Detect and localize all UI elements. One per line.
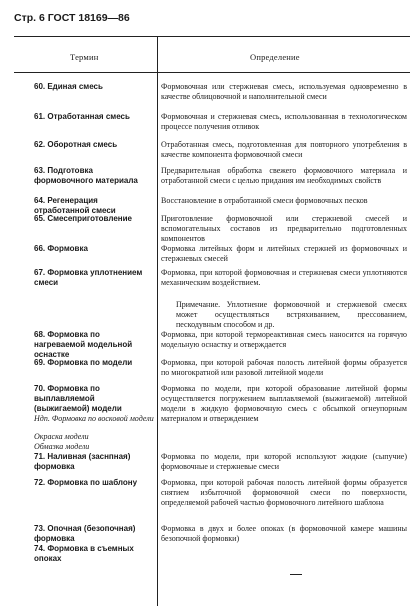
- term-69: 69. Формовка по модели: [34, 358, 133, 367]
- term-70-variant-2-text: Обмазка модели: [34, 442, 90, 451]
- definition-67-note: Примечание. Уплотнение формовочной и стержневой смесях может осуществляться встряхиванием, прессованием, пескодувным способом и др.: [176, 300, 407, 329]
- term-70-variant-1: [34, 432, 154, 442]
- term-67: 67. Формовка уплотнением смеси: [34, 268, 143, 287]
- term-73: 73. Опочная (безопочная) формовка: [34, 524, 136, 543]
- page-header: Стр. 6 ГОСТ 18169—86: [14, 12, 130, 24]
- term-72: 72. Формовка по шаблону: [34, 478, 138, 487]
- term-70: 70. Формовка по выплавляемой (выжигаемой) модели: [34, 384, 122, 413]
- table-top-rule: [14, 36, 410, 37]
- table-header-rule: [14, 72, 410, 73]
- end-dash: [290, 574, 302, 575]
- definition-64: Восстановление в отработанной смеси формовочных песков: [161, 196, 368, 205]
- definition-70: Формовка по модели, при которой образование литейной формы осуществляется погружением выплавляемой (выжигаемой) литейной модели в жидкую формовочную смесь с обсыпкой огнеупорным материалом и отверждением: [161, 384, 407, 423]
- term-64: 64. Регенерация отработанной смеси: [34, 196, 116, 215]
- term-66: 66. Формовка: [34, 244, 88, 253]
- definition-68: Формовка, при которой термореактивная смесь наносится на горячую модельную оснастку и отверждается: [161, 330, 407, 349]
- term-60: 60. Единая смесь: [34, 82, 103, 91]
- term-74: 74. Формовка в съемных опоках: [34, 544, 134, 563]
- definition-69: Формовка, при которой рабочая полость литейной формы образуется по многократной или разовой литейной модели: [161, 358, 407, 377]
- term-68: 68. Формовка по нагреваемой модельной оснастке: [34, 330, 133, 359]
- term-70-ndp-text: Ндп. Формовка по восковой модели: [34, 414, 154, 423]
- term-61: 61. Отработанная смесь: [34, 112, 130, 121]
- definition-61: Формовочная и стержневая смесь, использованная в технологическом процессе получения отливок: [161, 112, 407, 131]
- definition-73: Формовка в двух и более опоках (в формовочной камере машины безопочной формовки): [161, 524, 407, 543]
- term-63: 63. Подготовка формовочного материала: [34, 166, 138, 185]
- term-70-variant-2: [34, 442, 154, 452]
- definition-67: Формовка, при которой формовочная и стержневая смеси уплотняются механическим воздействием.: [161, 268, 407, 287]
- table-column-divider: [157, 36, 158, 606]
- term-70-variant-1-text: Окраска модели: [34, 432, 89, 441]
- term-71: 71. Наливная (заснпная) формовка: [34, 452, 131, 471]
- definition-63: Предварительная обработка свежего формовочного материала и отработанной смеси с целью придания им необходимых свойств: [161, 166, 407, 185]
- definition-66: Формовка литейных форм и литейных стержней из формовочных и стержневых смесей: [161, 244, 407, 263]
- definition-65: Приготовление формовочной или стержневой смесей и вспомогательных составов из предварительно подготовленных компонентов: [161, 214, 407, 243]
- term-65: 65. Смесеприготовление: [34, 214, 132, 223]
- column-header-definition: Определение: [250, 52, 300, 62]
- definition-71: Формовка по модели, при которой используют жидкие (сыпучие) формовочные и стержневые смеси: [161, 452, 407, 471]
- definition-72: Формовка, при которой рабочая полость литейной формы образуется снятием избыточной формовочной смеси по поверхности, определяемой рабочей частью формовочного литейного шаблона: [161, 478, 407, 507]
- definition-60: Формовочная или стержневая смесь, используемая одновременно в качестве облицовочной и наполнительной смеси: [161, 82, 407, 101]
- term-62: 62. Оборотная смесь: [34, 140, 118, 149]
- term-70-ndp: [34, 414, 154, 424]
- definition-62: Отработанная смесь, подготовленная для повторного употребления в качестве компонента формовочной смеси: [161, 140, 407, 159]
- column-header-term: Термин: [70, 52, 99, 62]
